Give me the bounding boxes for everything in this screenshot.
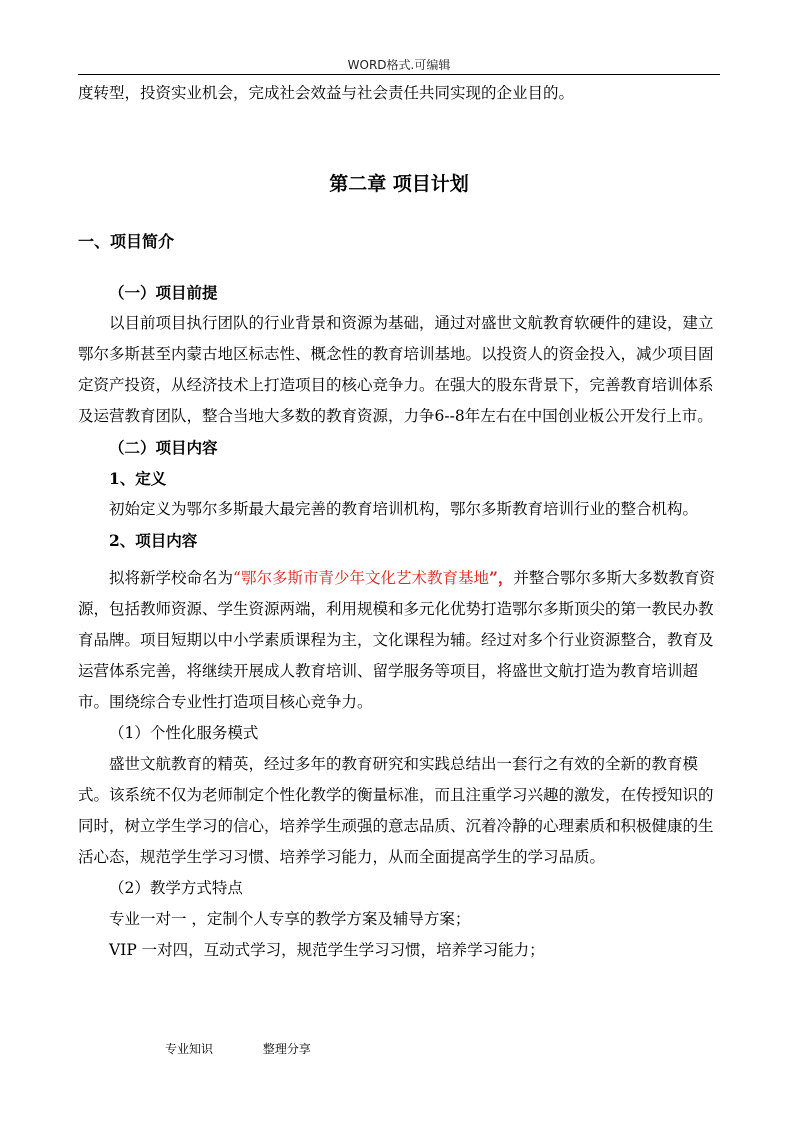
intro-tail-paragraph: 度转型，投资实业机会，完成社会效益与社会责任共同实现的企业目的。 (78, 84, 575, 102)
school-name-close-quote: ”， (488, 568, 514, 587)
mode-title-personalized: （1）个性化服务模式 (109, 724, 259, 742)
chapter-title: 第二章 项目计划 (329, 173, 469, 195)
footer-right-text: 整理分享 (262, 1042, 311, 1056)
subsection-title-content: （二）项目内容 (109, 438, 218, 457)
project-content-paragraph (78, 562, 720, 718)
page-header: WORD格式.可编辑 (347, 58, 451, 72)
naming-suffix: 并整合鄂尔多斯大多数教育资源，包括教师资源、学生资源两端，利用规模和多元化优势打造鄂尔多斯顶尖的第一教民办教育品牌。项目短期以中小学素质课程为主，文化课程为辅。经过对多个行业资源整合，教育及运营体系完善，将继续开展成人教育培训、留学服务等项目，将盛世文航打造为教育培训超市。围绕综合专业性打造项目核心竞争力。 (78, 569, 715, 711)
section-title-project-intro: 一、项目简介 (78, 232, 175, 251)
item-title-definition: 1、定义 (109, 469, 167, 488)
teaching-line-vip: VIP 一对四，互动式学习，规范学生学习习惯，培养学习能力； (109, 941, 545, 959)
document-body (78, 78, 720, 966)
personalized-paragraph: 盛世文航教育的精英，经过多年的教育研究和实践总结出一套行之有效的全新的教育模式。该系统不仅为老师制定个性化教学的衡量标准，而且注重学习兴趣的激发，在传授知识的同时，树立学生学习的信心，培养学生顽强的意志品质、沉着冷静的心理素质和积极健康的生活心态，规范学生学习习惯、培养学习能力，从而全面提高学生的学习品质。 (78, 755, 714, 866)
footer-left-text: 专业知识 (165, 1042, 214, 1056)
mode-title-teaching: （2）教学方式特点 (109, 879, 243, 897)
school-name-highlight: “鄂尔多斯市青少年文化艺术教育基地 (233, 569, 489, 587)
teaching-line-one-on-one: 专业一对一 ，定制个人专享的教学方案及辅导方案； (109, 910, 471, 928)
page-footer (165, 1040, 357, 1057)
header-rule (78, 74, 720, 75)
definition-paragraph: 初始定义为鄂尔多斯最大最完善的教育培训机构，鄂尔多斯教育培训行业的整合机构。 (109, 500, 699, 518)
naming-prefix: 拟将新学校命名为 (109, 569, 234, 587)
premise-paragraph: 以目前项目执行团队的行业背景和资源为基础，通过对盛世文航教育软硬件的建设，建立鄂尔多斯甚至内蒙古地区标志性、概念性的教育培训基地。以投资人的资金投入，减少项目固定资产投资，从经济技术上打造项目的核心竞争力。在强大的股东背景下，完善教育培训体系及运营教育团队，整合当地大多数的教育资源，力争6--8年左右在中国创业板公开发行上市。 (78, 314, 714, 425)
subsection-title-premise: （一）项目前提 (109, 283, 218, 302)
item-title-project-content: 2、项目内容 (109, 531, 198, 550)
